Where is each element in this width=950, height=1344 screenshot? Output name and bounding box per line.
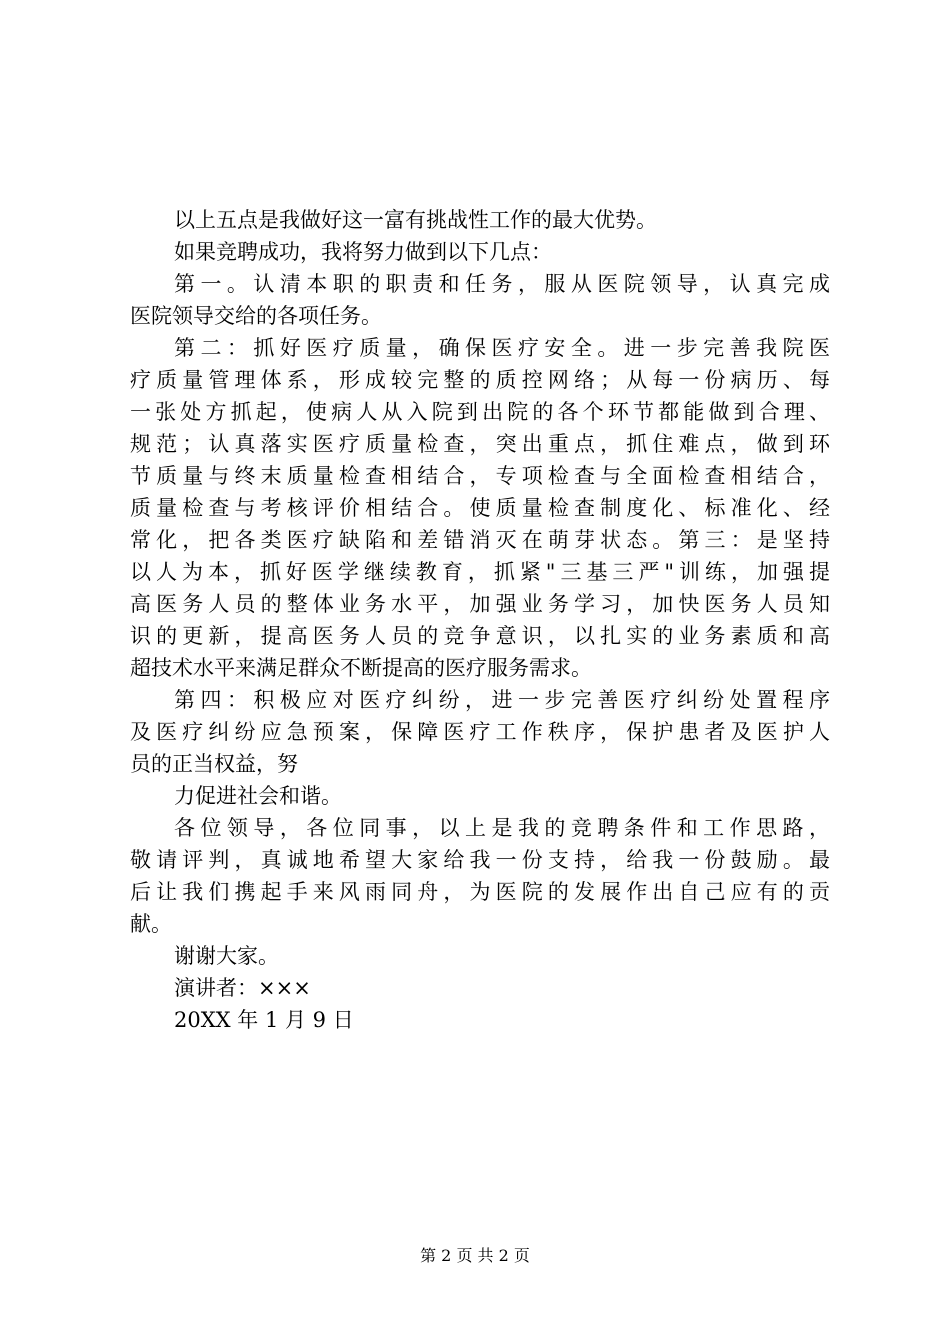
document-line: 20XX 年 1 月 9 日 [174,1008,354,1032]
document-line: 演讲者：××× [174,976,311,1000]
document-line: 识的更新，提高医务人员的竞争意识，以扎实的业务素质和高 [130,624,830,648]
document-body [130,204,830,1036]
document-line: 各位领导，各位同事，以上是我的竞聘条件和工作思路， [174,816,830,840]
document-line: 规范；认真落实医疗质量检查，突出重点，抓住难点，做到环 [130,432,830,456]
document-line: 第二：抓好医疗质量，确保医疗安全。进一步完善我院医 [174,336,830,360]
document-line: 第一。认清本职的职责和任务，服从医院领导，认真完成 [174,272,830,296]
document-line: 及医疗纠纷应急预案，保障医疗工作秩序，保护患者及医护人 [130,720,830,744]
document-line: 敬请评判，真诚地希望大家给我一份支持，给我一份鼓励。最 [130,848,830,872]
document-line: 一张处方抓起，使病人从入院到出院的各个环节都能做到合理、 [130,400,830,424]
document-line: 如果竞聘成功，我将努力做到以下几点： [174,240,552,264]
document-line: 高医务人员的整体业务水平，加强业务学习，加快医务人员知 [130,592,830,616]
document-line: 第四：积极应对医疗纠纷，进一步完善医疗纠纷处置程序 [174,688,830,712]
document-line: 医院领导交给的各项任务。 [130,304,382,328]
document-line: 员的正当权益，努 [130,752,298,776]
document-line: 力促进社会和谐。 [174,784,342,808]
document-line: 以人为本，抓好医学继续教育，抓紧"三基三严"训练，加强提 [130,560,830,584]
document-line: 节质量与终末质量检查相结合，专项检查与全面检查相结合， [130,464,830,488]
page-footer: 第 2 页 共 2 页 [420,1246,530,1265]
document-line: 以上五点是我做好这一富有挑战性工作的最大优势。 [174,208,657,232]
document-line: 质量检查与考核评价相结合。使质量检查制度化、标准化、经 [130,496,830,520]
document-line: 献。 [130,912,172,936]
document-line: 谢谢大家。 [174,944,279,968]
document-line: 疗质量管理体系，形成较完整的质控网络；从每一份病历、每 [130,368,830,392]
document-line: 常化，把各类医疗缺陷和差错消灭在萌芽状态。第三：是坚持 [130,528,830,552]
document-line: 超技术水平来满足群众不断提高的医疗服务需求。 [130,656,592,680]
document-line: 后让我们携起手来风雨同舟，为医院的发展作出自己应有的贡 [130,880,830,904]
